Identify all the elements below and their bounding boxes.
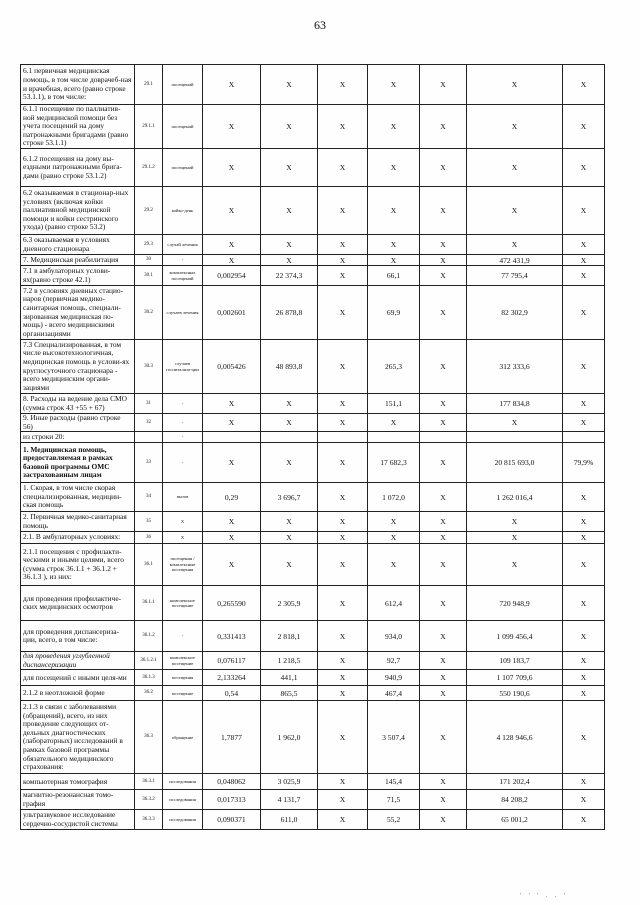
row-name-cell: 7.3 Специализированная, в том числе высокотехнологичная, медицинская помощь в услови-ях круглосуточного стационара - всего медицинским органи-зациями	[21, 340, 135, 394]
row-code-cell: 35	[135, 512, 163, 532]
row-unit-cell: комплексных посещений	[163, 266, 203, 286]
row-budget-percap-cell: X	[318, 586, 368, 621]
row-budget-total-cell: X	[420, 235, 467, 255]
table-row	[21, 532, 605, 544]
row-norm-cell: X	[203, 105, 261, 149]
row-oms-percap-cell: X	[368, 105, 420, 149]
row-norm-cell: X	[203, 414, 261, 432]
row-norm-cell: X	[203, 544, 261, 586]
row-code-cell: 30.3	[135, 340, 163, 394]
table-row	[21, 255, 605, 266]
table-row	[21, 235, 605, 255]
row-unit-cell: посещений	[163, 149, 203, 187]
row-oms-total-cell: X	[467, 187, 563, 235]
row-name-cell: для посещений с иными целя-ми	[21, 670, 135, 686]
row-norm-cell: 0,048062	[203, 774, 261, 790]
row-budget-percap-cell: X	[318, 670, 368, 686]
row-percent-cell: X	[563, 340, 605, 394]
row-name-cell: 6.2 оказываемая в стационар-ных условиях (включая койки паллиативной медицинской помощи и койки сестринского ухода) (равно строке 53.2)	[21, 187, 135, 235]
row-name-cell: 7. Медицинская реабилитация	[21, 255, 135, 266]
row-unit-cell: -	[163, 414, 203, 432]
row-unit-cell: исследования	[163, 810, 203, 830]
row-budget-percap-cell: X	[318, 394, 368, 414]
row-code-cell: 30	[135, 255, 163, 266]
scan-margin-marks: ' ' ' . . '	[520, 893, 568, 899]
row-oms-total-cell	[467, 432, 563, 443]
row-budget-total-cell: X	[420, 652, 467, 670]
row-unit-cell: -	[163, 394, 203, 414]
row-budget-total-cell: X	[420, 187, 467, 235]
table-row	[21, 105, 605, 149]
row-oms-total-cell: 312 333,6	[467, 340, 563, 394]
table-row	[21, 652, 605, 670]
row-cost-cell: 3 696,7	[261, 483, 318, 512]
row-name-cell: 2.1.1 посещения с профилакти-ческими и иными целями, всего (сумма строк 36.1.1 + 36.1.2 + 36.1.3 ), из них:	[21, 544, 135, 586]
tariff-table	[20, 64, 605, 830]
row-cost-cell: 22 374,3	[261, 266, 318, 286]
row-percent-cell: X	[563, 810, 605, 830]
table-row	[21, 483, 605, 512]
row-budget-percap-cell: X	[318, 483, 368, 512]
row-budget-percap-cell	[318, 432, 368, 443]
row-oms-total-cell: 550 190,6	[467, 686, 563, 701]
row-code-cell	[135, 432, 163, 443]
row-oms-percap-cell: X	[368, 532, 420, 544]
row-name-cell: 1. Медицинская помощь, предоставляемая в рамках базовой программы ОМС застрахованным лицам	[21, 443, 135, 483]
table-row	[21, 149, 605, 187]
row-oms-percap-cell: 66,1	[368, 266, 420, 286]
row-budget-total-cell: X	[420, 414, 467, 432]
row-code-cell: 36.1.3	[135, 670, 163, 686]
row-oms-total-cell: X	[467, 512, 563, 532]
row-percent-cell: X	[563, 670, 605, 686]
row-oms-total-cell: X	[467, 414, 563, 432]
row-code-cell: 31	[135, 394, 163, 414]
row-oms-percap-cell: 92,7	[368, 652, 420, 670]
row-budget-percap-cell: X	[318, 652, 368, 670]
row-budget-percap-cell: X	[318, 65, 368, 105]
row-cost-cell: 865,5	[261, 686, 318, 701]
row-name-cell: компьютерная томография	[21, 774, 135, 790]
row-name-cell: 7.2 в условиях дневных стацио-наров (первичная медико-санитарная помощь, специали-зированная медицинская по-мощь) - всего медицинскими организациями	[21, 286, 135, 340]
row-budget-total-cell: X	[420, 255, 467, 266]
table-row	[21, 286, 605, 340]
row-cost-cell: X	[261, 105, 318, 149]
row-unit-cell: исследования	[163, 790, 203, 810]
row-code-cell: 36.3.2	[135, 790, 163, 810]
row-oms-total-cell: 177 834,8	[467, 394, 563, 414]
row-code-cell: 29.2	[135, 187, 163, 235]
row-unit-cell: вызов	[163, 483, 203, 512]
row-oms-percap-cell	[368, 432, 420, 443]
row-name-cell: 6.1 первичная медицинская помощь, в том числе доврачеб-ная и врачебная, всего (равно строке 53.1.1), в том числе:	[21, 65, 135, 105]
row-budget-total-cell: X	[420, 105, 467, 149]
row-code-cell: 32	[135, 414, 163, 432]
row-norm-cell: X	[203, 512, 261, 532]
row-percent-cell: X	[563, 621, 605, 652]
table-row	[21, 187, 605, 235]
row-norm-cell: 0,002954	[203, 266, 261, 286]
row-budget-percap-cell: X	[318, 266, 368, 286]
row-percent-cell: X	[563, 187, 605, 235]
row-unit-cell: X	[163, 512, 203, 532]
row-oms-total-cell: X	[467, 544, 563, 586]
row-norm-cell: 0,090371	[203, 810, 261, 830]
row-oms-percap-cell: 3 507,4	[368, 701, 420, 774]
row-budget-percap-cell: X	[318, 340, 368, 394]
row-budget-percap-cell: X	[318, 235, 368, 255]
row-name-cell: 2.1.2 в неотложной форме	[21, 686, 135, 701]
row-code-cell: 30.1	[135, 266, 163, 286]
row-percent-cell: X	[563, 255, 605, 266]
row-percent-cell: X	[563, 652, 605, 670]
row-unit-cell: койко-день	[163, 187, 203, 235]
row-oms-percap-cell: 151,1	[368, 394, 420, 414]
row-unit-cell: комплексное посещение	[163, 586, 203, 621]
row-cost-cell: 4 131,7	[261, 790, 318, 810]
row-name-cell: для проведения профилактиче-ских медицинских осмотров	[21, 586, 135, 621]
page-number: 63	[314, 18, 326, 32]
row-budget-total-cell: X	[420, 790, 467, 810]
row-oms-percap-cell: X	[368, 149, 420, 187]
row-unit-cell: случаев лечения	[163, 286, 203, 340]
row-percent-cell: X	[563, 512, 605, 532]
table-row	[21, 340, 605, 394]
row-norm-cell: 0,331413	[203, 621, 261, 652]
row-cost-cell: 1 962,0	[261, 701, 318, 774]
row-budget-percap-cell: X	[318, 544, 368, 586]
row-percent-cell: X	[563, 686, 605, 701]
row-norm-cell: 0,54	[203, 686, 261, 701]
row-budget-percap-cell: X	[318, 255, 368, 266]
row-budget-total-cell: X	[420, 670, 467, 686]
row-unit-cell: посещение	[163, 686, 203, 701]
row-code-cell: 36.1.2.1	[135, 652, 163, 670]
row-budget-total-cell: X	[420, 340, 467, 394]
row-cost-cell: X	[261, 149, 318, 187]
row-budget-total-cell: X	[420, 286, 467, 340]
table-row	[21, 810, 605, 830]
row-cost-cell: X	[261, 394, 318, 414]
row-budget-percap-cell: X	[318, 701, 368, 774]
row-oms-total-cell: 4 128 946,6	[467, 701, 563, 774]
row-oms-total-cell: X	[467, 235, 563, 255]
row-oms-percap-cell: 71,5	[368, 790, 420, 810]
row-code-cell: 36.3.1	[135, 774, 163, 790]
row-code-cell: 29.1.1	[135, 105, 163, 149]
row-unit-cell: случаев госпитализа-ции	[163, 340, 203, 394]
row-code-cell: 36.3.3	[135, 810, 163, 830]
row-percent-cell: X	[563, 286, 605, 340]
table-row	[21, 586, 605, 621]
row-budget-percap-cell: X	[318, 105, 368, 149]
row-norm-cell: X	[203, 65, 261, 105]
row-oms-percap-cell: 934,0	[368, 621, 420, 652]
table-body	[21, 65, 605, 830]
row-oms-total-cell: X	[467, 105, 563, 149]
row-oms-total-cell: 472 431,9	[467, 255, 563, 266]
row-cost-cell: X	[261, 544, 318, 586]
row-norm-cell: 1,7877	[203, 701, 261, 774]
row-budget-total-cell: X	[420, 810, 467, 830]
row-oms-percap-cell: 940,9	[368, 670, 420, 686]
row-budget-percap-cell: X	[318, 621, 368, 652]
row-budget-percap-cell: X	[318, 443, 368, 483]
row-budget-total-cell: X	[420, 544, 467, 586]
row-percent-cell	[563, 432, 605, 443]
row-name-cell: 6.3 оказываемая в условиях дневного стационара	[21, 235, 135, 255]
table-row	[21, 701, 605, 774]
row-oms-total-cell: 720 948,9	[467, 586, 563, 621]
row-norm-cell: 0,005426	[203, 340, 261, 394]
row-percent-cell: 79,9%	[563, 443, 605, 483]
row-budget-percap-cell: X	[318, 414, 368, 432]
row-norm-cell: X	[203, 149, 261, 187]
row-oms-percap-cell: X	[368, 414, 420, 432]
row-unit-cell: посещения / комплексные посещения	[163, 544, 203, 586]
row-oms-percap-cell: X	[368, 235, 420, 255]
table-row	[21, 621, 605, 652]
row-oms-total-cell: 84 208,2	[467, 790, 563, 810]
row-code-cell: 29.1	[135, 65, 163, 105]
row-cost-cell: X	[261, 414, 318, 432]
row-unit-cell: обращение	[163, 701, 203, 774]
row-cost-cell: 441,1	[261, 670, 318, 686]
row-oms-percap-cell: 1 072,0	[368, 483, 420, 512]
row-oms-total-cell: 1 099 456,4	[467, 621, 563, 652]
row-unit-cell: -	[163, 443, 203, 483]
row-percent-cell: X	[563, 235, 605, 255]
table-row	[21, 443, 605, 483]
row-cost-cell: 611,0	[261, 810, 318, 830]
row-percent-cell: X	[563, 65, 605, 105]
row-budget-percap-cell: X	[318, 149, 368, 187]
row-cost-cell: X	[261, 187, 318, 235]
row-budget-total-cell: X	[420, 701, 467, 774]
row-name-cell: 8. Расходы на ведение дела СМО (сумма строк 43 +55 + 67)	[21, 394, 135, 414]
row-percent-cell: X	[563, 586, 605, 621]
row-name-cell: для проведения диспансериза-ции, всего, в том числе:	[21, 621, 135, 652]
row-name-cell: 6.1.2 посещения на дому вы-ездными патронажными брига-дами (равно строке 53.1.2)	[21, 149, 135, 187]
row-cost-cell	[261, 432, 318, 443]
row-cost-cell: X	[261, 255, 318, 266]
row-code-cell: 36.1	[135, 544, 163, 586]
row-name-cell: 1. Скорая, в том числе скорая специализированная, медицин-ская помощь	[21, 483, 135, 512]
row-code-cell: 29.3	[135, 235, 163, 255]
table-row	[21, 266, 605, 286]
row-unit-cell: -	[163, 432, 203, 443]
row-budget-percap-cell: X	[318, 187, 368, 235]
row-oms-total-cell: 109 183,7	[467, 652, 563, 670]
row-code-cell: 30.2	[135, 286, 163, 340]
row-oms-total-cell: X	[467, 149, 563, 187]
row-budget-total-cell: X	[420, 586, 467, 621]
row-unit-cell: -	[163, 255, 203, 266]
row-oms-percap-cell: 265,3	[368, 340, 420, 394]
row-name-cell: для проведения углубленной диспансеризации	[21, 652, 135, 670]
row-code-cell: 29.1.2	[135, 149, 163, 187]
row-name-cell: 6.1.1 посещение по паллиатив-ной медицинской помощи без учета посещений на дому патронажными бригадами (равно строке 53.1.1)	[21, 105, 135, 149]
row-norm-cell: X	[203, 394, 261, 414]
row-code-cell: 34	[135, 483, 163, 512]
table-row	[21, 790, 605, 810]
row-cost-cell: X	[261, 65, 318, 105]
row-percent-cell: X	[563, 532, 605, 544]
row-oms-total-cell: X	[467, 532, 563, 544]
row-cost-cell: 1 218,5	[261, 652, 318, 670]
row-name-cell: 2.1. В амбулаторных условиях:	[21, 532, 135, 544]
row-cost-cell: X	[261, 532, 318, 544]
row-oms-percap-cell: X	[368, 544, 420, 586]
row-name-cell: ультразвуковое исследование сердечно-сосудистой системы	[21, 810, 135, 830]
row-percent-cell: X	[563, 544, 605, 586]
row-oms-total-cell: 1 262 016,4	[467, 483, 563, 512]
row-oms-percap-cell: X	[368, 255, 420, 266]
table-row	[21, 432, 605, 443]
row-percent-cell: X	[563, 105, 605, 149]
row-name-cell: 7.1 в амбулаторных услови-ях(равно строке 42.1)	[21, 266, 135, 286]
row-name-cell: 2.1.3 в связи с заболеваниями (обращений), всего, из них проведение следующих от-дельных диагностических (лабораторных) исследований в рамках базовой программы обязательного медицинского страхования:	[21, 701, 135, 774]
row-norm-cell: 2,133264	[203, 670, 261, 686]
row-percent-cell: X	[563, 394, 605, 414]
row-norm-cell: X	[203, 532, 261, 544]
table-row	[21, 774, 605, 790]
row-budget-total-cell: X	[420, 532, 467, 544]
row-unit-cell: исследования	[163, 774, 203, 790]
row-code-cell: 36	[135, 532, 163, 544]
row-budget-total-cell: X	[420, 149, 467, 187]
row-oms-total-cell: 171 202,4	[467, 774, 563, 790]
row-percent-cell: X	[563, 790, 605, 810]
row-oms-percap-cell: 69,9	[368, 286, 420, 340]
row-oms-total-cell: 20 815 693,0	[467, 443, 563, 483]
row-norm-cell: 0,265590	[203, 586, 261, 621]
row-oms-total-cell: 82 302,9	[467, 286, 563, 340]
row-name-cell: из строки 20:	[21, 432, 135, 443]
table-row	[21, 512, 605, 532]
row-budget-percap-cell: X	[318, 810, 368, 830]
row-budget-total-cell: X	[420, 774, 467, 790]
row-budget-percap-cell: X	[318, 790, 368, 810]
row-percent-cell: X	[563, 701, 605, 774]
row-budget-total-cell	[420, 432, 467, 443]
row-budget-total-cell: X	[420, 483, 467, 512]
row-unit-cell: -	[163, 621, 203, 652]
table-row	[21, 65, 605, 105]
row-name-cell: 2. Первичная медико-санитарная помощь	[21, 512, 135, 532]
row-cost-cell: X	[261, 443, 318, 483]
row-budget-total-cell: X	[420, 512, 467, 532]
row-norm-cell	[203, 432, 261, 443]
row-percent-cell: X	[563, 149, 605, 187]
row-budget-total-cell: X	[420, 621, 467, 652]
row-oms-percap-cell: X	[368, 512, 420, 532]
row-budget-total-cell: X	[420, 394, 467, 414]
row-oms-percap-cell: 612,4	[368, 586, 420, 621]
row-percent-cell: X	[563, 266, 605, 286]
row-unit-cell: посещений	[163, 105, 203, 149]
row-budget-percap-cell: X	[318, 774, 368, 790]
row-norm-cell: 0,002601	[203, 286, 261, 340]
row-unit-cell: комплексное посещение	[163, 652, 203, 670]
row-cost-cell: 2 305,9	[261, 586, 318, 621]
row-unit-cell: посещения	[163, 670, 203, 686]
row-norm-cell: 0,017313	[203, 790, 261, 810]
row-unit-cell: случай лечения	[163, 235, 203, 255]
row-oms-total-cell: 1 107 709,6	[467, 670, 563, 686]
row-code-cell: 36.1.2	[135, 621, 163, 652]
row-unit-cell: X	[163, 532, 203, 544]
row-code-cell: 36.1.1	[135, 586, 163, 621]
row-cost-cell: X	[261, 512, 318, 532]
row-name-cell: магнитно-резонансная томо-графия	[21, 790, 135, 810]
row-oms-total-cell: 65 001,2	[467, 810, 563, 830]
row-norm-cell: X	[203, 235, 261, 255]
row-norm-cell: X	[203, 443, 261, 483]
row-oms-percap-cell: 17 682,3	[368, 443, 420, 483]
row-code-cell: 36.3	[135, 701, 163, 774]
row-oms-percap-cell: 145,4	[368, 774, 420, 790]
row-percent-cell: X	[563, 483, 605, 512]
row-norm-cell: X	[203, 187, 261, 235]
row-oms-percap-cell: 55,2	[368, 810, 420, 830]
row-budget-total-cell: X	[420, 65, 467, 105]
row-name-cell: 9. Иные расходы (равно строке 56)	[21, 414, 135, 432]
row-budget-total-cell: X	[420, 686, 467, 701]
row-budget-total-cell: X	[420, 443, 467, 483]
table-row	[21, 670, 605, 686]
row-budget-percap-cell: X	[318, 686, 368, 701]
row-cost-cell: 48 893,8	[261, 340, 318, 394]
row-code-cell: 33	[135, 443, 163, 483]
row-cost-cell: 26 878,8	[261, 286, 318, 340]
row-oms-total-cell: 77 795,4	[467, 266, 563, 286]
row-norm-cell: X	[203, 255, 261, 266]
table-row	[21, 394, 605, 414]
row-norm-cell: 0,29	[203, 483, 261, 512]
row-cost-cell: X	[261, 235, 318, 255]
row-percent-cell: X	[563, 414, 605, 432]
row-budget-percap-cell: X	[318, 286, 368, 340]
row-code-cell: 36.2	[135, 686, 163, 701]
row-oms-percap-cell: X	[368, 187, 420, 235]
table-row	[21, 544, 605, 586]
row-budget-total-cell: X	[420, 266, 467, 286]
row-percent-cell: X	[563, 774, 605, 790]
row-cost-cell: 2 818,1	[261, 621, 318, 652]
table-row	[21, 686, 605, 701]
table-row	[21, 414, 605, 432]
row-oms-total-cell: X	[467, 65, 563, 105]
row-cost-cell: 3 025,9	[261, 774, 318, 790]
row-oms-percap-cell: X	[368, 65, 420, 105]
row-norm-cell: 0,076117	[203, 652, 261, 670]
row-unit-cell: посещений	[163, 65, 203, 105]
row-budget-percap-cell: X	[318, 512, 368, 532]
row-budget-percap-cell: X	[318, 532, 368, 544]
row-oms-percap-cell: 467,4	[368, 686, 420, 701]
